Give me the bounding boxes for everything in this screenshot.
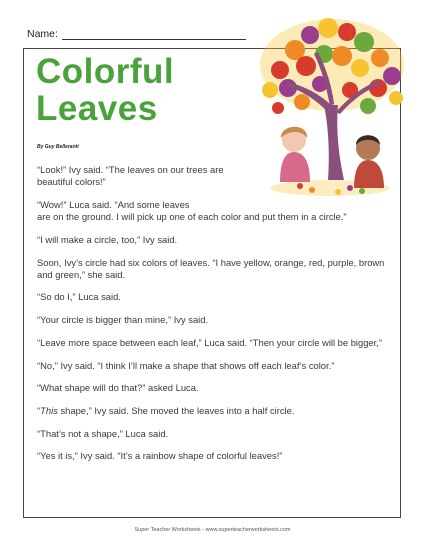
byline: By Guy Belleranti	[37, 144, 79, 150]
emphasis-this: This	[40, 404, 58, 416]
story-line: “Wow!” Luca said. “And some leaves	[37, 198, 190, 210]
story-paragraph: “That’s not a shape,” Luca said.	[37, 427, 169, 439]
story-line: are on the ground. I will pick up one of each color and put them in a circle.”	[37, 211, 347, 223]
story-paragraph: “Your circle is bigger than mine,” Ivy said.	[37, 314, 209, 326]
open-quote: “	[37, 404, 41, 416]
page-title	[36, 53, 174, 127]
name-line	[62, 39, 246, 40]
story-paragraph: “Look!” Ivy said. “The leaves on our trees are beautiful colors!”	[37, 164, 224, 188]
story-paragraph	[37, 199, 387, 223]
story-paragraph: “I will make a circle, too,” Ivy said.	[37, 233, 178, 245]
story-paragraph	[37, 405, 387, 417]
story-paragraph: “What shape will do that?” asked Luca.	[37, 382, 199, 394]
page-footer: Super Teacher Worksheets - www.superteacherworksheets.com	[134, 527, 291, 533]
title-line-2: Leaves	[36, 89, 158, 128]
story-text	[37, 164, 387, 463]
story-paragraph: “Yes it is,” Ivy said. “It’s a rainbow shape of colorful leaves!”	[37, 450, 283, 462]
story-paragraph: Soon, Ivy’s circle had six colors of leaves. “I have yellow, orange, red, purple, brown and green,” she said.	[37, 256, 385, 280]
title-line-1: Colorful	[36, 52, 175, 91]
name-label: Name:	[27, 28, 58, 40]
story-paragraph: “So do I,” Luca said.	[37, 291, 121, 303]
story-paragraph: “No,” Ivy said. “I think I’ll make a shape that shows off each leaf’s color.”	[37, 359, 335, 371]
story-line: shape,” Ivy said. She moved the leaves into a half circle.	[57, 404, 295, 416]
story-paragraph: “Leave more space between each leaf,” Luca said. “Then your circle will be bigger,”	[37, 336, 382, 348]
